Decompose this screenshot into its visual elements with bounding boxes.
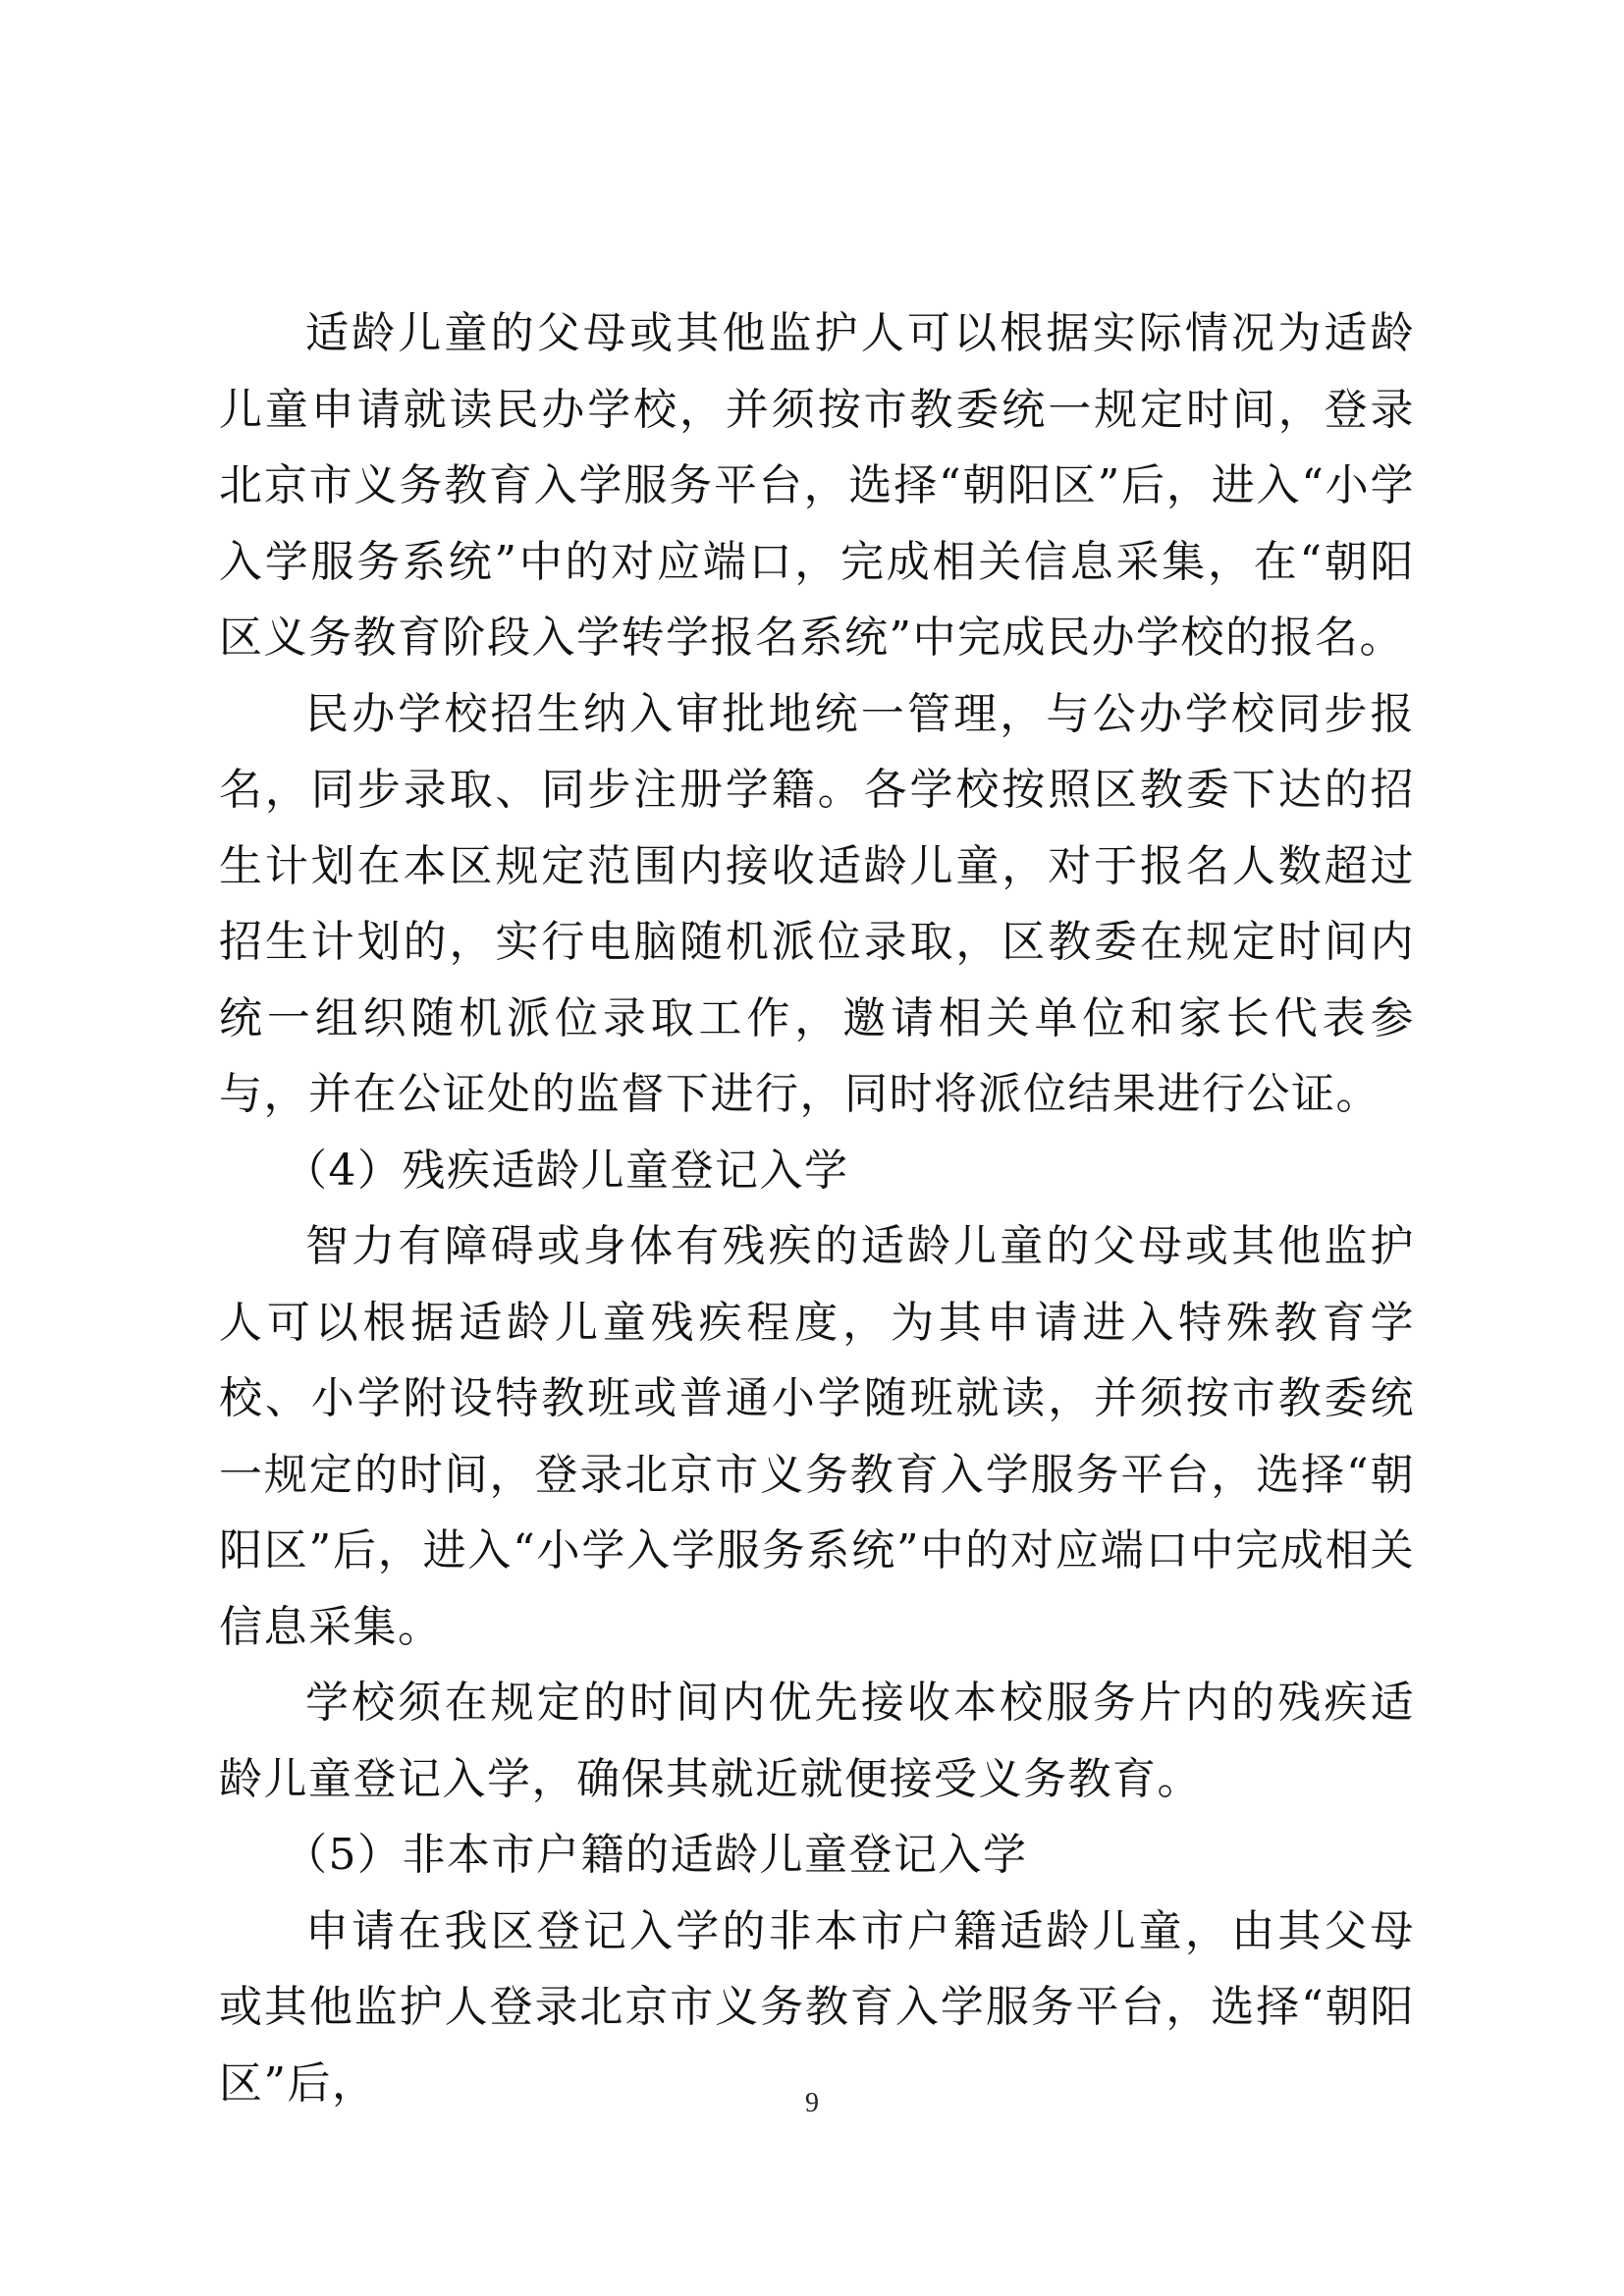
section-heading-non-local-children: （5）非本市户籍的适龄儿童登记入学 <box>284 1830 1028 1880</box>
paragraph-private-school-admission: 民办学校招生纳入审批地统一管理，与公办学校同步报名，同步录取、同步注册学籍。各学校按照区教委下达的招生计划在本区规定范围内接收适龄儿童，对于报名人数超过招生计划的，实行电脑随机派位录取，区教委在规定时间内统一组织随机派位录取工作，邀请相关单位和家长代表参与，并在公证处的监督下进行，同时将派位结果进行公证。 <box>219 688 1415 1119</box>
paragraph-private-school-application: 适龄儿童的父母或其他监护人可以根据实际情况为适龄儿童申请就读民办学校，并须按市教委统一规定时间，登录北京市义务教育入学服务平台，选择“朝阳区”后，进入“小学入学服务系统”中的对应端口，完成相关信息采集，在“朝阳区义务教育阶段入学转学报名系统”中完成民办学校的报名。 <box>219 308 1415 663</box>
paragraph-disabled-children-priority: 学校须在规定的时间内优先接收本校服务片内的残疾适龄儿童登记入学，确保其就近就便接受义务教育。 <box>219 1678 1415 1804</box>
section-heading-disabled-children: （4）残疾适龄儿童登记入学 <box>284 1145 849 1196</box>
paragraph-disabled-children-application: 智力有障碍或身体有残疾的适龄儿童的父母或其他监护人可以根据适龄儿童残疾程度，为其申请进入特殊教育学校、小学附设特教班或普通小学随班就读，并须按市教委统一规定的时间，登录北京市义务教育入学服务平台，选择“朝阳区”后，进入“小学入学服务系统”中的对应端口中完成相关信息采集。 <box>219 1221 1415 1652</box>
page-number: 9 <box>805 2088 819 2118</box>
document-body <box>219 295 1415 2121</box>
paragraph-non-local-children-application: 申请在我区登记入学的非本市户籍适龄儿童，由其父母或其他监护人登录北京市义务教育入学服务平台，选择“朝阳区”后， <box>219 1905 1415 2109</box>
